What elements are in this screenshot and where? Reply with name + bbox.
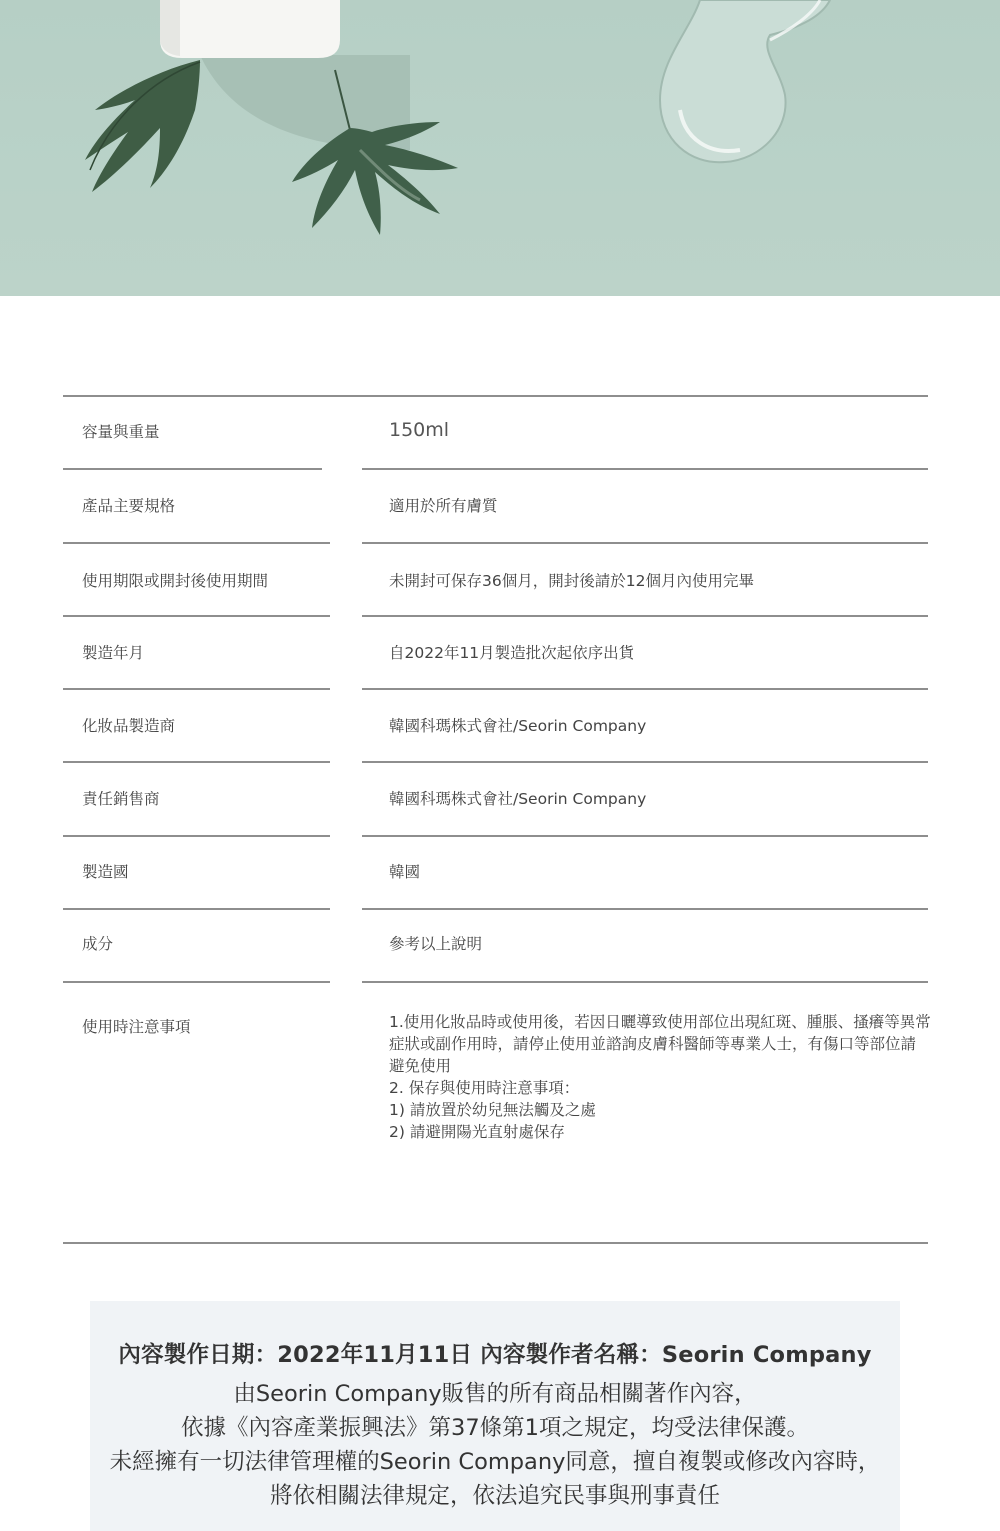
product-spec-table [63, 395, 931, 1141]
spec-value: 參考以上說明 [389, 935, 483, 953]
spec-value: 韓國科瑪株式會社/Seorin Company [389, 790, 647, 808]
notice-line: 未經擁有一切法律管理權的Seorin Company同意，擅自複製或修改內容時， [109, 1449, 881, 1475]
hero-product-image [0, 0, 1000, 296]
spec-value: 自2022年11月製造批次起依序出貨 [389, 644, 635, 662]
precaution-line: 2) 請避開陽光直射處保存 [389, 1123, 565, 1141]
table-bottom-divider [63, 1242, 928, 1244]
precaution-line: 2. 保存與使用時注意事項： [389, 1079, 580, 1097]
spec-label: 使用期限或開封後使用期間 [82, 572, 269, 590]
hero-illustration [0, 0, 1000, 296]
spec-value: 適用於所有膚質 [389, 497, 498, 515]
spec-label: 製造年月 [82, 644, 145, 662]
table-top-divider [63, 395, 928, 397]
spec-label: 製造國 [82, 863, 129, 881]
spec-label: 責任銷售商 [82, 790, 160, 808]
notice-line: 由Seorin Company販售的所有商品相關著作內容， [233, 1381, 757, 1407]
precaution-line: 症狀或副作用時，請停止使用並諮詢皮膚科醫師等專業人士，有傷口等部位請 [389, 1035, 917, 1053]
spec-value: 150ml [389, 419, 450, 441]
spec-value: 未開封可保存36個月，開封後請於12個月內使用完畢 [389, 572, 754, 590]
precaution-line: 避免使用 [389, 1057, 452, 1075]
copyright-notice [90, 1301, 900, 1531]
spec-value: 韓國科瑪株式會社/Seorin Company [389, 717, 647, 735]
gel-drop [660, 0, 830, 162]
spec-label: 成分 [82, 935, 114, 953]
notice-line: 依據《內容產業振興法》第37條第1項之規定，均受法律保護。 [181, 1415, 809, 1441]
spec-label: 化妝品製造商 [82, 717, 176, 735]
precaution-line: 1) 請放置於幼兒無法觸及之處 [389, 1101, 596, 1119]
spec-label: 產品主要規格 [82, 497, 176, 515]
spec-label: 使用時注意事項 [82, 1018, 191, 1036]
precautions-text [389, 1011, 931, 1143]
notice-heading: 內容製作日期：2022年11月11日 內容製作者名稱：Seorin Company [118, 1342, 872, 1368]
spec-value: 韓國 [389, 863, 421, 881]
notice-line: 將依相關法律規定，依法追究民事與刑事責任 [269, 1483, 720, 1509]
bottle [160, 0, 340, 58]
mugwort-leaf-left [85, 60, 200, 192]
precaution-line: 1.使用化妝品時或使用後，若因日曬導致使用部位出現紅斑、腫脹、搔癢等異常 [389, 1013, 931, 1031]
spec-label: 容量與重量 [82, 423, 160, 441]
